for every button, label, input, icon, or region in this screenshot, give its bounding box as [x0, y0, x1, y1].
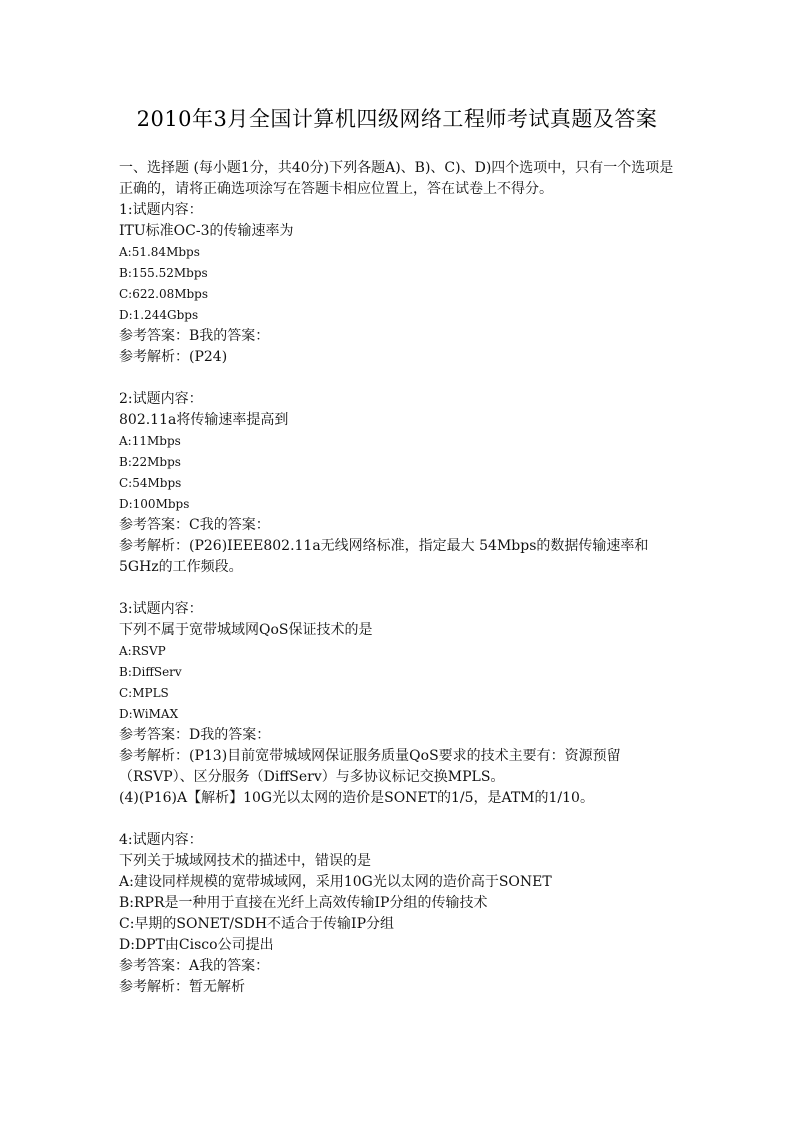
instructions-paragraph: 一、选择题 (每小题1分，共40分)下列各题A)、B)、C)、D)四个选项中，只有一个选项是正确的，请将正确选项涂写在答题卡相应位置上，答在试卷上不得分。	[119, 160, 674, 197]
option-c: C:MPLS	[119, 686, 169, 700]
option-a: A:11Mbps	[119, 434, 181, 448]
option-c: C:622.08Mbps	[119, 287, 209, 301]
question-1	[119, 200, 679, 368]
reference-analysis: 参考解析：(P26)IEEE802.11a无线网络标准，指定最大 54Mbps的数据传输速率和 5GHz的工作频段。	[119, 538, 649, 575]
question-header: 2:试题内容：	[119, 391, 203, 407]
option-d: D:DPT由Cisco公司提出	[119, 937, 274, 953]
question-2	[119, 389, 679, 578]
option-d: D:1.244Gbps	[119, 308, 199, 322]
question-3	[119, 599, 679, 809]
option-a: A:RSVP	[119, 644, 166, 658]
option-a: A:51.84Mbps	[119, 245, 200, 259]
page-title: 2010年3月全国计算机四级网络工程师考试真题及答案	[136, 107, 658, 131]
option-b: B:22Mbps	[119, 455, 181, 469]
reference-analysis: 参考解析：(P24)	[119, 349, 228, 365]
option-b: B:RPR是一种用于直接在光纤上高效传输IP分组的传输技术	[119, 895, 488, 911]
question-header: 3:试题内容：	[119, 601, 203, 617]
option-c: C:早期的SONET/SDH不适合于传输IP分组	[119, 916, 394, 932]
question-header: 4:试题内容：	[119, 832, 203, 848]
extra-analysis-note: (4)(P16)A【解析】10G光以太网的造价是SONET的1/5，是ATM的1/10。	[119, 790, 594, 806]
question-stem: 802.11a将传输速率提高到	[119, 412, 289, 428]
question-stem: 下列关于城域网技术的描述中，错误的是	[119, 853, 371, 869]
question-stem: 下列不属于宽带城域网QoS保证技术的是	[119, 622, 373, 638]
question-4	[119, 830, 679, 998]
reference-answer: 参考答案：B我的答案：	[119, 328, 270, 344]
option-b: B:155.52Mbps	[119, 266, 208, 280]
option-a: A:建设同样规模的宽带城域网，采用10G光以太网的造价高于SONET	[119, 874, 552, 890]
option-d: D:100Mbps	[119, 497, 190, 511]
reference-analysis: 参考解析：暂无解析	[119, 979, 245, 995]
option-b: B:DiffServ	[119, 665, 182, 679]
option-c: C:54Mbps	[119, 476, 182, 490]
reference-answer: 参考答案：A我的答案：	[119, 958, 270, 974]
question-header: 1:试题内容：	[119, 202, 203, 218]
reference-answer: 参考答案：D我的答案：	[119, 727, 271, 743]
reference-analysis: 参考解析：(P13)目前宽带城域网保证服务质量QoS要求的技术主要有：资源预留（RSVP）、区分服务（DiffServ）与多协议标记交换MPLS。	[119, 748, 621, 785]
question-stem: ITU标准OC-3的传输速率为	[119, 223, 294, 239]
document-body	[119, 158, 679, 1019]
reference-answer: 参考答案：C我的答案：	[119, 517, 270, 533]
option-d: D:WiMAX	[119, 707, 179, 721]
